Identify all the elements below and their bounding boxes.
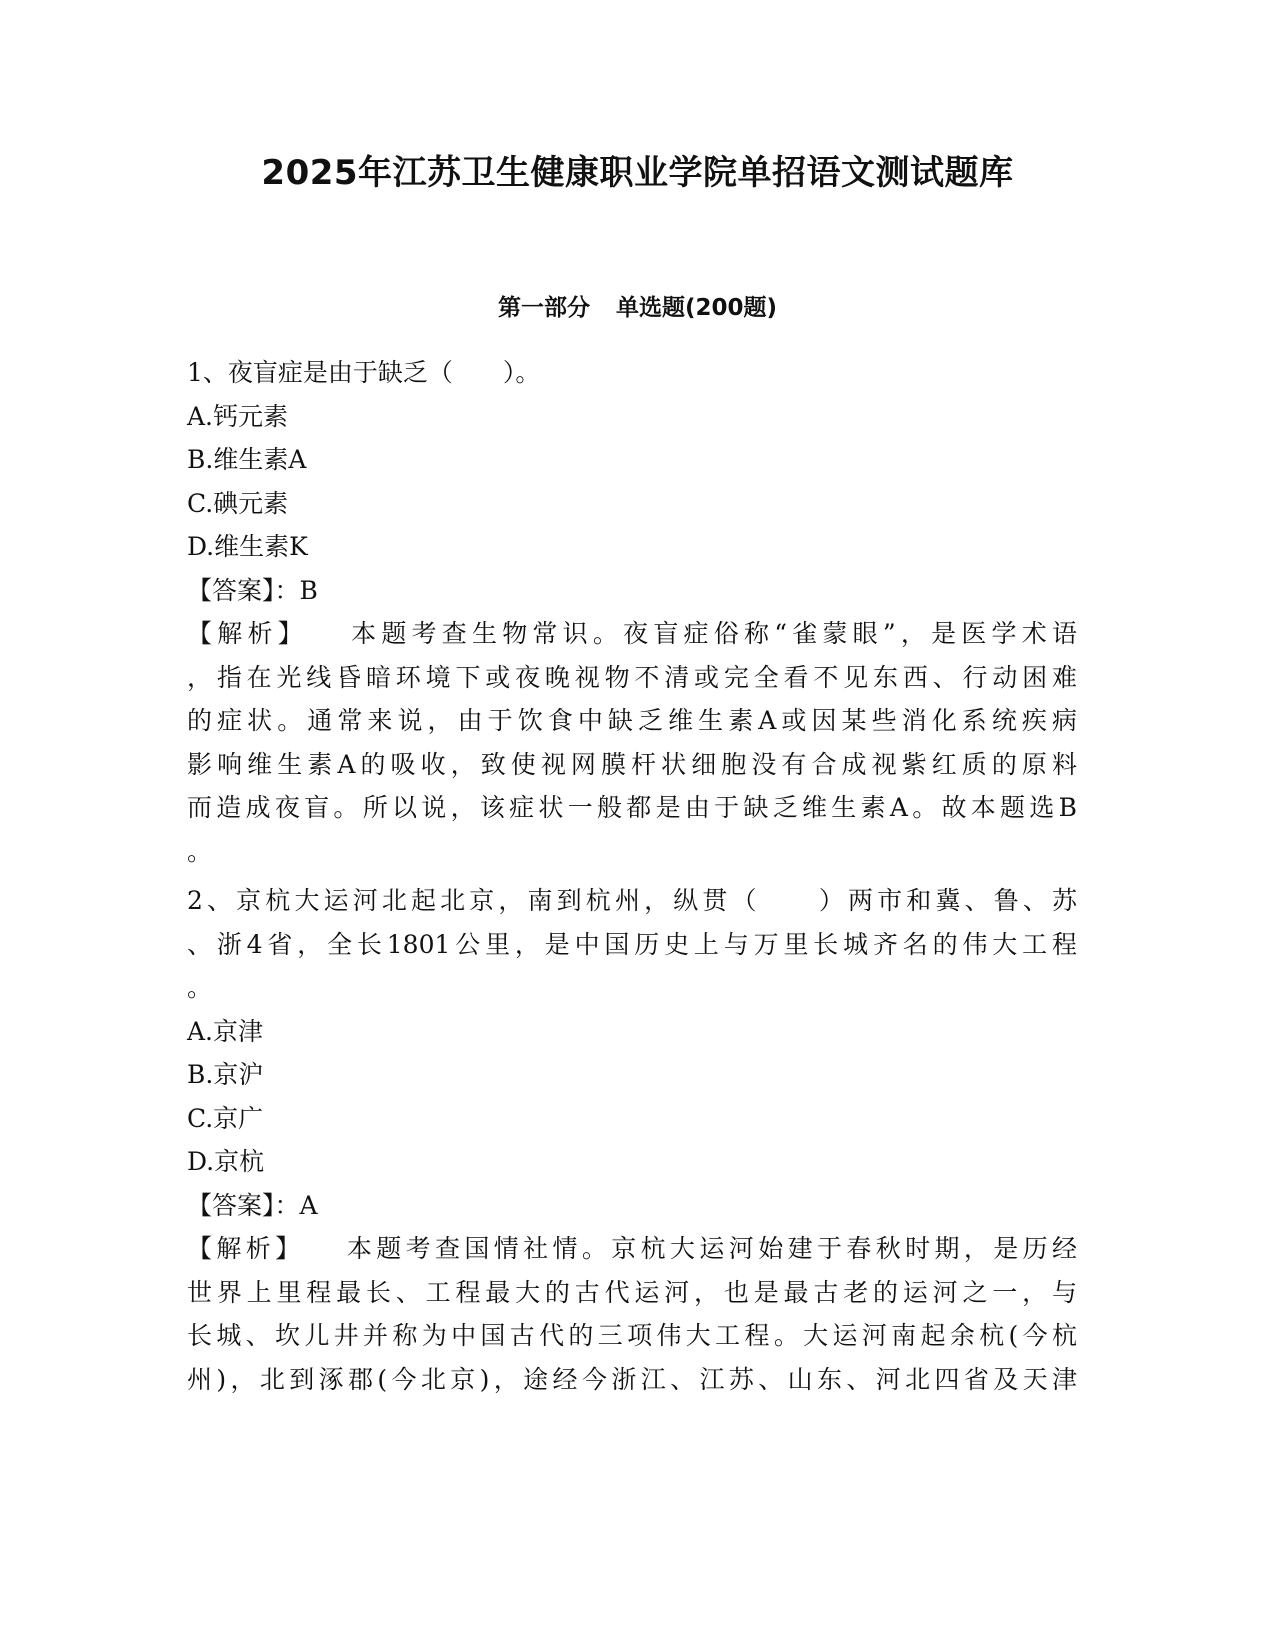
analysis-label: 【解析】 — [187, 619, 308, 648]
answer-value: A — [299, 1190, 318, 1220]
question-stem-line: 1、夜盲症是由于缺乏（ ）。 — [187, 358, 541, 387]
answer-label: 【答案】： — [187, 1190, 300, 1220]
option-b: B.维生素A — [187, 445, 307, 474]
answer-line — [187, 1184, 1077, 1228]
analysis-line: 州)，北到涿郡(今北京)，途经今浙江、江苏、山东、河北四省及天津 — [187, 1364, 1077, 1394]
option-c: C.京广 — [187, 1103, 264, 1133]
option-a: A.钙元素 — [187, 401, 289, 431]
answer-line — [187, 569, 1077, 613]
section-heading — [0, 290, 1275, 326]
section-name: 单选题(200题) — [615, 295, 778, 321]
question-2 — [187, 879, 1077, 1401]
analysis-line: 世界上里程最长、工程最大的古代运河，也是最古老的运河之一，与 — [187, 1277, 1077, 1307]
analysis-text: 本题考查生物常识。夜盲症俗称“雀蒙眼”，是医学术语 — [345, 619, 1077, 648]
question-1 — [187, 351, 1077, 873]
option-c: C.碘元素 — [187, 488, 289, 518]
analysis-line: 影响维生素A的吸收，致使视网膜杆状细胞没有合成视紫红质的原料 — [187, 749, 1077, 779]
document-body — [187, 351, 1077, 1401]
analysis-label: 【解析】 — [187, 1234, 305, 1263]
analysis-line: 的症状。通常来说，由于饮食中缺乏维生素A或因某些消化系统疾病 — [187, 706, 1077, 735]
analysis-line: 而造成夜盲。所以说，该症状一般都是由于缺乏维生素A。故本题选B — [187, 793, 1077, 822]
question-stem-line: 。 — [187, 973, 213, 1002]
analysis-line: 长城、坎儿井并称为中国古代的三项伟大工程。大运河南起余杭(今杭 — [187, 1321, 1077, 1350]
question-stem-line: 2、京杭大运河北起北京，南到杭州，纵贯（ ）两市和冀、鲁、苏 — [187, 886, 1077, 915]
document-title: 2025年江苏卫生健康职业学院单招语文测试题库 — [261, 153, 1014, 193]
section-label: 第一部分 — [497, 295, 590, 321]
option-d: D.维生素K — [187, 532, 308, 561]
option-a: A.京津 — [187, 1016, 264, 1046]
analysis-line — [187, 1227, 1077, 1271]
analysis-line — [187, 612, 1077, 656]
answer-value: B — [299, 575, 318, 605]
answer-label: 【答案】： — [187, 575, 300, 605]
analysis-text: 本题考查国情社情。京杭大运河始建于春秋时期，是历经 — [342, 1234, 1077, 1263]
option-b: B.京沪 — [187, 1060, 264, 1089]
analysis-line: 。 — [187, 836, 213, 866]
analysis-line: ，指在光线昏暗环境下或夜晚视物不清或完全看不见东西、行动困难 — [187, 662, 1077, 692]
question-stem-line: 、浙4省，全长1801公里，是中国历史上与万里长城齐名的伟大工程 — [187, 929, 1077, 959]
option-d: D.京杭 — [187, 1147, 265, 1176]
